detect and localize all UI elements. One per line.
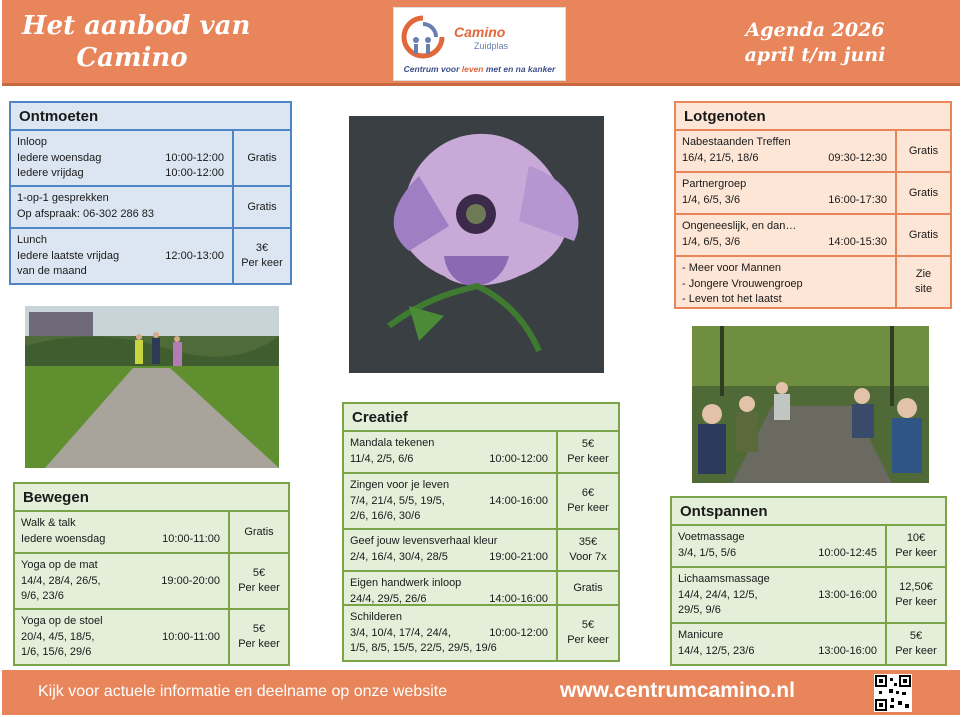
- activity-schedule: 2/4, 16/4, 30/4, 28/5: [350, 550, 448, 563]
- activity-schedule: 24/4, 29/5, 26/6: [350, 592, 427, 605]
- panel-title: Ontspannen: [670, 496, 947, 526]
- activity-price: [885, 624, 945, 664]
- footer-banner: [2, 670, 960, 715]
- activity-name: Lunch: [17, 234, 47, 246]
- activity-name: Yoga op de mat: [21, 559, 98, 571]
- activity-name: Lichaamsmassage: [678, 573, 770, 585]
- activity-details: [11, 229, 232, 283]
- activity-schedule: Iedere vrijdag: [17, 167, 84, 179]
- activity-details: [344, 474, 556, 528]
- activity-row: [674, 215, 952, 257]
- activity-row: [674, 131, 952, 173]
- activity-schedule: 14/4, 24/4, 12/5,: [678, 588, 758, 601]
- activity-schedule: - Leven tot het laatst: [682, 293, 782, 305]
- price-unit: site: [914, 283, 933, 295]
- activity-schedule: Iedere woensdag: [21, 532, 106, 545]
- activity-price: [228, 512, 288, 552]
- activity-time: 10:00-12:00: [489, 626, 548, 639]
- activity-price: [895, 173, 950, 213]
- activity-name: Yoga op de stoel: [21, 615, 103, 627]
- activity-schedule: 11/4, 2/5, 6/6: [350, 452, 414, 465]
- activity-price: [885, 568, 945, 622]
- activity-row: [342, 606, 620, 662]
- camino-logo[interactable]: [393, 7, 566, 81]
- activity-price: [895, 215, 950, 255]
- activity-row: [13, 554, 290, 610]
- activity-time: 10:00-12:00: [489, 452, 548, 465]
- activity-row: [674, 257, 952, 309]
- price-unit: Per keer: [895, 645, 937, 657]
- activity-time: 10:00-12:00: [165, 167, 224, 179]
- activity-schedule: 2/6, 16/6, 30/6: [350, 510, 421, 522]
- activity-row: [670, 526, 947, 568]
- price-amount: Gratis: [247, 200, 277, 213]
- price-unit: Per keer: [567, 634, 609, 646]
- panel-title: Lotgenoten: [674, 101, 952, 131]
- activity-details: [344, 572, 556, 604]
- activity-row: [342, 432, 620, 474]
- activity-row: [342, 474, 620, 530]
- price-amount: 6€: [581, 487, 595, 499]
- activity-schedule: 16/4, 21/5, 18/6: [682, 151, 759, 164]
- activity-time: 10:00-12:00: [165, 151, 224, 164]
- activity-time: 13:00-16:00: [818, 644, 877, 657]
- activity-row: [670, 624, 947, 666]
- activity-schedule: Iedere woensdag: [17, 151, 102, 164]
- activity-row: [342, 530, 620, 572]
- panel-title: Ontmoeten: [9, 101, 292, 131]
- activity-time: 19:00-20:00: [161, 574, 220, 587]
- price-unit: Per keer: [241, 257, 283, 269]
- panel-lotgenoten: [674, 101, 952, 309]
- activity-details: [676, 257, 895, 307]
- activity-price: [556, 432, 618, 472]
- activity-details: [672, 526, 885, 566]
- activity-name: Ongeneeslijk, en dan…: [682, 220, 797, 232]
- price-unit: Per keer: [895, 596, 937, 608]
- price-unit: Per keer: [567, 453, 609, 465]
- activity-name: Nabestaanden Treffen: [682, 136, 791, 148]
- price-amount: 5€: [909, 630, 923, 642]
- price-unit: Per keer: [238, 638, 280, 650]
- activity-name: Voetmassage: [678, 531, 745, 543]
- activity-price: [895, 131, 950, 171]
- activity-name: Manicure: [678, 629, 724, 641]
- price-amount: Gratis: [908, 144, 939, 157]
- activity-details: [11, 131, 232, 185]
- activity-schedule: 1/4, 6/5, 3/6: [682, 235, 741, 248]
- price-amount: Zie: [915, 268, 932, 280]
- activity-details: [344, 530, 556, 570]
- activity-details: [15, 512, 228, 552]
- activity-price: [228, 610, 288, 664]
- activity-details: [344, 432, 556, 472]
- price-amount: 12,50€: [899, 581, 933, 593]
- camino-logo-icon: [400, 14, 446, 60]
- activity-details: [344, 606, 556, 660]
- activity-time: 09:30-12:30: [828, 151, 887, 164]
- activity-details: [676, 131, 895, 171]
- qr-code-icon[interactable]: [874, 674, 912, 712]
- activity-row: [9, 131, 292, 187]
- price-amount: Gratis: [908, 186, 939, 199]
- activity-time: 12:00-13:00: [165, 249, 224, 262]
- activity-price: [895, 257, 950, 307]
- activity-name: Zingen voor je leven: [350, 479, 450, 491]
- activity-schedule: 20/4, 4/5, 18/5,: [21, 630, 95, 643]
- activity-name: Schilderen: [350, 611, 402, 623]
- activity-name: 1-op-1 gesprekken: [17, 192, 109, 204]
- activity-schedule: Iedere laatste vrijdag: [17, 249, 120, 262]
- activity-schedule: 29/5, 9/6: [678, 604, 721, 616]
- activity-time: 14:00-16:00: [489, 494, 548, 507]
- website-link[interactable]: www.centrumcamino.nl: [560, 679, 795, 702]
- activity-schedule: 1/5, 8/5, 15/5, 22/5, 29/5, 19/6: [350, 642, 497, 654]
- activity-row: [13, 610, 290, 666]
- activity-schedule: 3/4, 10/4, 17/4, 24/4,: [350, 626, 451, 639]
- panel-bewegen: [13, 482, 290, 666]
- activity-row: [342, 572, 620, 606]
- activity-time: 10:00-11:00: [162, 630, 220, 643]
- panel-ontmoeten: [9, 101, 292, 285]
- price-amount: 5€: [581, 619, 595, 631]
- logo-tagline: Centrum voor leven met en na kanker: [403, 64, 556, 74]
- panel-title: Creatief: [342, 402, 620, 432]
- header-banner: [2, 0, 960, 86]
- price-amount: Gratis: [244, 525, 274, 538]
- logo-name: Camino: [454, 24, 506, 40]
- activity-price: [232, 131, 290, 185]
- activity-time: 10:00-11:00: [162, 532, 220, 545]
- price-amount: 5€: [581, 438, 595, 450]
- activity-schedule: 14/4, 28/4, 26/5,: [21, 574, 101, 587]
- activity-time: 14:00-16:00: [489, 592, 548, 605]
- activity-time: 19:00-21:00: [489, 550, 548, 563]
- activity-schedule: 1/4, 6/5, 3/6: [682, 193, 741, 206]
- activity-time: 16:00-17:30: [828, 193, 887, 206]
- activity-name: Partnergroep: [682, 178, 747, 190]
- activity-row: [13, 512, 290, 554]
- activity-details: [672, 624, 885, 664]
- activity-schedule: 9/6, 23/6: [21, 590, 64, 602]
- activity-schedule: - Jongere Vrouwengroep: [682, 277, 803, 290]
- photo-group-outdoor: [692, 326, 929, 483]
- activity-price: [556, 474, 618, 528]
- price-amount: 5€: [252, 567, 266, 579]
- activity-price: [556, 606, 618, 660]
- activity-name: Inloop: [17, 136, 47, 148]
- activity-name: Walk & talk: [21, 517, 76, 529]
- activity-schedule: 14/4, 12/5, 23/6: [678, 644, 755, 657]
- photo-walking-path: [25, 306, 279, 468]
- activity-time: 14:00-15:30: [828, 235, 887, 248]
- activity-price: [556, 530, 618, 570]
- activity-row: [670, 568, 947, 624]
- price-amount: Gratis: [573, 581, 603, 594]
- activity-row: [674, 173, 952, 215]
- panel-creatief: [342, 402, 620, 662]
- activity-schedule: 3/4, 1/5, 5/6: [678, 546, 737, 559]
- price-amount: 5€: [252, 623, 266, 635]
- activity-schedule: Op afspraak: 06-302 286 83: [17, 207, 154, 220]
- activity-row: [9, 229, 292, 285]
- price-unit: Per keer: [895, 547, 937, 559]
- logo-sub: Zuidplas: [474, 41, 509, 51]
- activity-price: [232, 187, 290, 227]
- activity-name: Eigen handwerk inloop: [350, 577, 462, 589]
- panel-ontspannen: [670, 496, 947, 666]
- price-amount: Gratis: [908, 228, 939, 241]
- activity-schedule: van de maand: [17, 265, 87, 277]
- activity-price: [228, 554, 288, 608]
- activity-details: [15, 554, 228, 608]
- activity-schedule: 7/4, 21/4, 5/5, 19/5,: [350, 494, 445, 507]
- activity-price: [556, 572, 618, 604]
- activity-price: [885, 526, 945, 566]
- price-amount: 35€: [578, 536, 598, 548]
- activity-name: Mandala tekenen: [350, 437, 435, 449]
- activity-details: [11, 187, 232, 227]
- agenda-period: Agenda 2026 april t/m juni: [744, 19, 886, 66]
- activity-row: [9, 187, 292, 229]
- activity-details: [676, 215, 895, 255]
- activity-details: [672, 568, 885, 622]
- price-unit: Per keer: [567, 502, 609, 514]
- price-unit: Per keer: [238, 582, 280, 594]
- page-title: Het aanbod van Camino: [22, 11, 251, 73]
- photo-anemone-painting: [349, 116, 604, 373]
- activity-price: [232, 229, 290, 283]
- activity-name: - Meer voor Mannen: [682, 262, 782, 274]
- activity-time: 10:00-12:45: [818, 546, 877, 559]
- price-amount: 3€: [255, 242, 269, 254]
- activity-details: [15, 610, 228, 664]
- price-unit: Voor 7x: [569, 551, 607, 563]
- activity-schedule: 1/6, 15/6, 29/6: [21, 646, 92, 658]
- activity-time: 13:00-16:00: [818, 588, 877, 601]
- price-amount: 10€: [906, 532, 926, 544]
- panel-title: Bewegen: [13, 482, 290, 512]
- activity-name: Geef jouw levensverhaal kleur: [350, 535, 498, 547]
- footer-text: Kijk voor actuele informatie en deelname op onze website: [38, 683, 448, 700]
- activity-details: [676, 173, 895, 213]
- price-amount: Gratis: [247, 151, 277, 164]
